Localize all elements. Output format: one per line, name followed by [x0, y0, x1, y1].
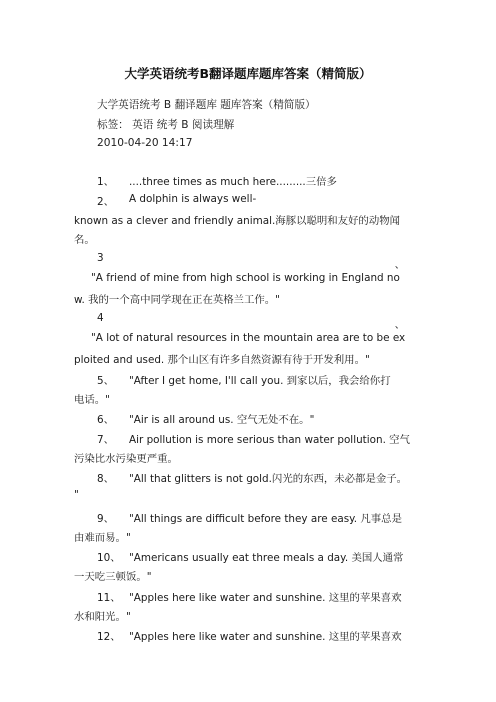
document-tags: 标签： 英语 统考 B 阅读理解 [97, 119, 235, 131]
item-separator: 、 [394, 259, 405, 271]
item-continuation: 一天吃三顿饭。" [74, 571, 152, 583]
item-continuation: 名。 [74, 234, 95, 246]
item-number: 3 [97, 252, 104, 264]
item-text: "Apples here like water and sunshine. 这里的苹果喜欢 [129, 631, 402, 643]
item-text: "Air is all around us. 空气无处不在。" [129, 414, 315, 426]
item-number: 6、 [97, 414, 115, 426]
item-separator: 、 [394, 319, 405, 331]
item-text: A dolphin is always well- [129, 193, 257, 205]
item-number: 8、 [97, 473, 115, 485]
document-subtitle: 大学英语统考 B 翻译题库 题库答案（精简版） [97, 99, 316, 111]
item-continuation: 由难而易。" [74, 532, 131, 544]
item-number: 12、 [97, 631, 121, 643]
item-continuation: 电话。" [74, 394, 110, 406]
item-text: Air pollution is more serious than water pollution. 空气 [129, 434, 410, 446]
item-number: 9、 [97, 513, 115, 525]
item-number: 5、 [97, 375, 115, 387]
item-number: 7、 [97, 434, 115, 446]
item-continuation: known as a clever and friendly animal.海豚以聪明和友好的动物闻 [74, 215, 400, 227]
item-text: "Americans usually eat three meals a day. 美国人通常 [129, 552, 404, 564]
item-text: "A friend of mine from high school is working in England no [91, 272, 400, 284]
item-continuation: ploited and used. 那个山区有许多自然资源有待于开发利用。" [74, 354, 370, 366]
item-text: "A lot of natural resources in the mountain area are to be ex [91, 332, 406, 344]
item-continuation: " [74, 489, 79, 501]
item-continuation: w. 我的一个高中同学现在正在英格兰工作。" [74, 294, 280, 306]
item-text: "After I get home, I'll call you. 到家以后，我会给你打 [129, 375, 391, 387]
item-text: "Apples here like water and sunshine. 这里的苹果喜欢 [129, 592, 402, 604]
item-number: 11、 [97, 592, 121, 604]
item-text: "All things are difficult before they are easy. 凡事总是 [129, 513, 402, 525]
item-text: "All that glitters is not gold.闪光的东西，未必都是金子。 [129, 473, 408, 485]
item-continuation: 水和阳光。" [74, 611, 131, 623]
item-continuation: 污染比水污染更严重。 [74, 453, 178, 465]
document-date: 2010-04-20 14:17 [97, 137, 193, 149]
item-number: 10、 [97, 552, 121, 564]
item-text: ....three times as much here.........三倍多 [129, 176, 337, 188]
item-number: 4 [97, 312, 104, 324]
item-number: 1、 [97, 176, 115, 188]
document-title: 大学英语统考B翻译题库题库答案（精简版） [124, 66, 372, 81]
item-number: 2、 [97, 196, 115, 208]
